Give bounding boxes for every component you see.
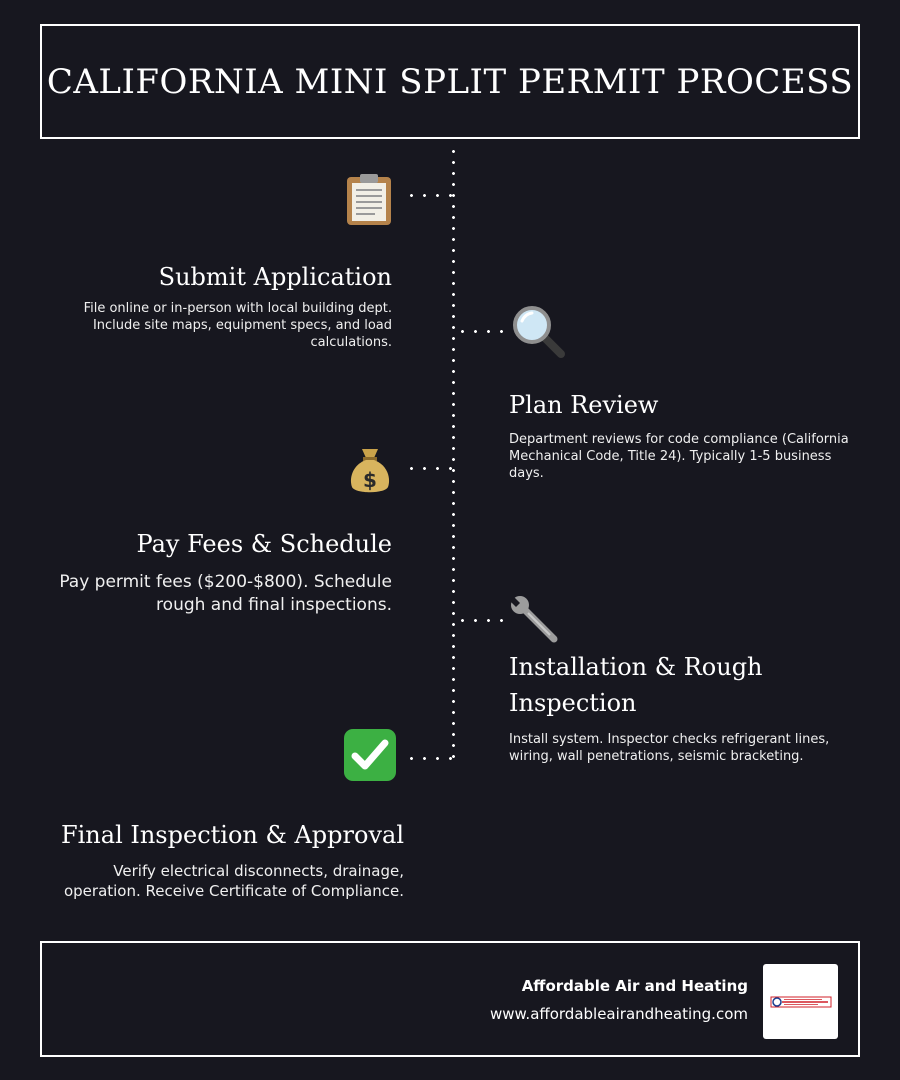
step-title-pay-fees: Pay Fees & Schedule [136,530,392,558]
step-title-plan-review: Plan Review [509,391,659,419]
wrench-icon [507,592,563,648]
timeline-line [452,146,455,766]
clipboard-icon [341,172,397,228]
step-desc-pay-fees: Pay permit fees ($200-$800). Schedule rough and final inspections. [59,572,392,615]
company-logo [763,964,838,1039]
connector-step-1 [405,194,453,197]
connector-step-3 [405,467,453,470]
money-bag-icon [342,441,398,497]
step-title-submit-application: Submit Application [158,263,392,291]
svg-text:$: $ [363,468,377,492]
step-desc-final-inspection: Verify electrical disconnects, drainage, operation. Receive Certificate of Compliance. [63,862,404,900]
check-mark-icon [342,727,398,783]
website-link[interactable]: www.affordableairandheating.com [490,1005,748,1023]
step-desc-installation: Install system. Inspector checks refrigerant lines, wiring, wall penetrations, seismic bracketing. [509,732,830,764]
step-desc-plan-review: Department reviews for code compliance (California Mechanical Code, Title 24). Typically 1-5 business days. [509,432,849,481]
connector-step-4 [456,619,504,622]
step-title-installation: Installation & Rough Inspection [509,653,763,717]
footer [40,941,860,1057]
magnifying-glass-icon [510,303,566,359]
company-name: Affordable Air and Heating [521,977,748,995]
connector-step-5 [405,757,453,760]
connector-step-2 [456,330,504,333]
title-box [40,24,860,139]
step-desc-submit-application: File online or in-person with local building dept. Include site maps, equipment specs, and load calculations. [83,301,392,350]
step-title-final-inspection: Final Inspection & Approval [60,821,404,849]
page-title: CALIFORNIA MINI SPLIT PERMIT PROCESS [46,61,854,102]
